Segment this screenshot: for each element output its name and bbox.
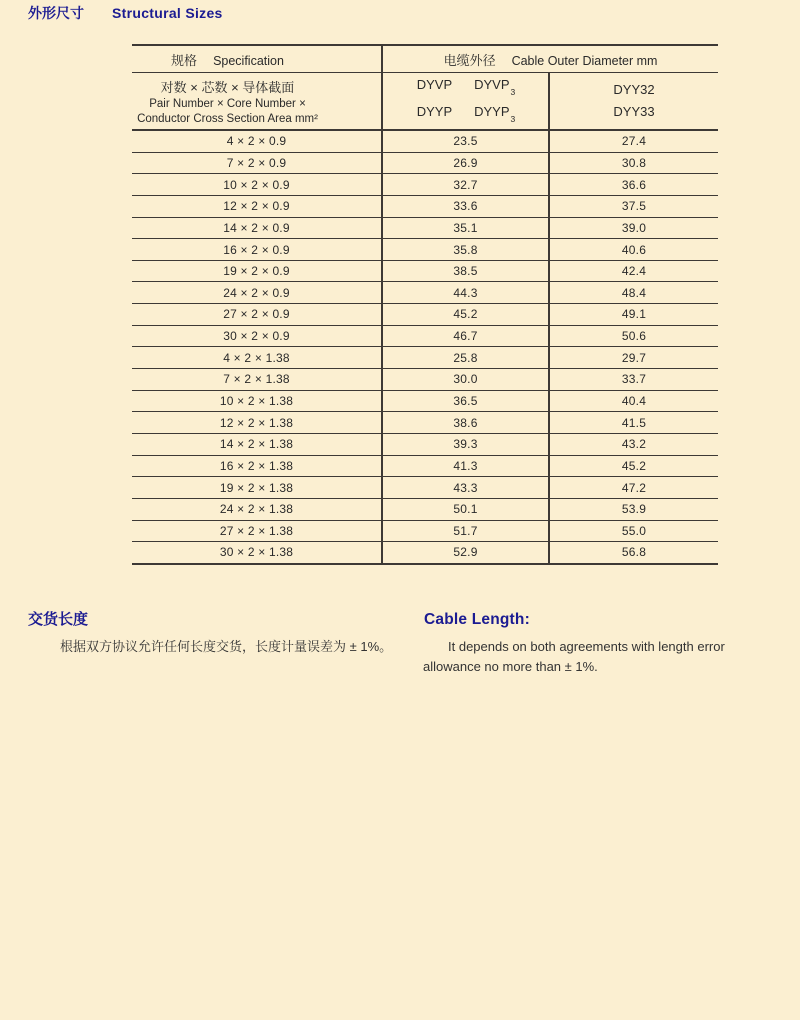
spec-cell: 12 × 2 × 1.38	[132, 412, 382, 434]
spec-cell: 19 × 2 × 0.9	[132, 260, 382, 282]
table-row	[132, 130, 718, 152]
spec-cell: 30 × 2 × 0.9	[132, 325, 382, 347]
spec-cell: 14 × 2 × 0.9	[132, 217, 382, 239]
model-group-right-cell	[549, 73, 718, 131]
diameter-header-zh: 电缆外径	[443, 52, 496, 68]
dyvp-diameter-cell: 46.7	[382, 325, 549, 347]
table-row	[132, 325, 718, 347]
dyvp-diameter-cell: 43.3	[382, 477, 549, 499]
table-row	[132, 260, 718, 282]
spec-cell: 7 × 2 × 1.38	[132, 369, 382, 391]
dyvp-diameter-cell: 26.9	[382, 152, 549, 174]
spec-cell: 16 × 2 × 0.9	[132, 239, 382, 261]
cable-length-heading-zh: 交货长度	[28, 611, 89, 628]
spec-cell: 30 × 2 × 1.38	[132, 542, 382, 564]
table-row	[132, 412, 718, 434]
spec-cell: 24 × 2 × 1.38	[132, 498, 382, 520]
dyy-diameter-cell: 40.4	[549, 390, 718, 412]
dyy-diameter-cell: 36.6	[549, 174, 718, 196]
spec-header-en: Specification	[213, 53, 284, 68]
table-header-row-2	[132, 73, 718, 131]
structural-sizes-table-container	[132, 44, 718, 565]
dyy-diameter-cell: 40.6	[549, 239, 718, 261]
dyvp-diameter-cell: 38.6	[382, 412, 549, 434]
dyy-diameter-cell: 43.2	[549, 433, 718, 455]
dyy-diameter-cell: 30.8	[549, 152, 718, 174]
subscript-3: 3	[510, 113, 516, 124]
dyvp-diameter-cell: 35.8	[382, 239, 549, 261]
spec-cell: 27 × 2 × 0.9	[132, 304, 382, 326]
table-row	[132, 455, 718, 477]
dyvp-diameter-cell: 36.5	[382, 390, 549, 412]
cable-length-heading-en: Cable Length:	[424, 611, 530, 628]
dyvp-diameter-cell: 25.8	[382, 347, 549, 369]
table-row	[132, 282, 718, 304]
diameter-header-en: Cable Outer Diameter mm	[511, 53, 658, 68]
spec-cell: 4 × 2 × 0.9	[132, 130, 382, 152]
dyy-diameter-cell: 53.9	[549, 498, 718, 520]
spec-cell: 14 × 2 × 1.38	[132, 433, 382, 455]
dyvp-diameter-cell: 45.2	[382, 304, 549, 326]
spec-subheader-en-line1: Pair Number × Core Number ×	[149, 97, 306, 110]
dyy-diameter-cell: 49.1	[549, 304, 718, 326]
table-row	[132, 498, 718, 520]
dyy-diameter-cell: 56.8	[549, 542, 718, 564]
subscript-3: 3	[510, 87, 516, 97]
spec-cell: 24 × 2 × 0.9	[132, 282, 382, 304]
spec-header-cell	[132, 45, 382, 73]
model-line-dyy32: DYY32	[613, 82, 655, 97]
dyy-diameter-cell: 37.5	[549, 195, 718, 217]
table-row	[132, 174, 718, 196]
spec-cell: 4 × 2 × 1.38	[132, 347, 382, 369]
dyvp-diameter-cell: 35.1	[382, 217, 549, 239]
dyy-diameter-cell: 47.2	[549, 477, 718, 499]
table-row	[132, 195, 718, 217]
table-row	[132, 433, 718, 455]
table-row	[132, 152, 718, 174]
dyvp-diameter-cell: 50.1	[382, 498, 549, 520]
table-row	[132, 520, 718, 542]
spec-cell: 19 × 2 × 1.38	[132, 477, 382, 499]
spec-cell: 27 × 2 × 1.38	[132, 520, 382, 542]
dyvp-diameter-cell: 44.3	[382, 282, 549, 304]
dyy-diameter-cell: 45.2	[549, 455, 718, 477]
model-line-dyy33: DYY33	[613, 104, 655, 119]
dyvp-diameter-cell: 30.0	[382, 369, 549, 391]
table-row	[132, 369, 718, 391]
spec-subheader-cell	[132, 73, 382, 131]
model-line-dyvp: DYVP $DYVP_3$	[416, 77, 516, 97]
cable-length-body-zh: 根据双方协议允许任何长度交货，长度计量误差为 ± 1%。	[60, 639, 393, 654]
dyvp-diameter-cell: 51.7	[382, 520, 549, 542]
table-row	[132, 477, 718, 499]
table-row	[132, 239, 718, 261]
model-group-left-cell	[382, 73, 549, 131]
spec-header-zh: 规格	[171, 52, 198, 68]
table-header-row-1	[132, 45, 718, 73]
dyy-diameter-cell: 33.7	[549, 369, 718, 391]
spec-subheader-en-line2: Conductor Cross Section Area mm²	[137, 112, 318, 125]
diameter-header-cell	[382, 45, 718, 73]
table-row	[132, 390, 718, 412]
dyy-diameter-cell: 27.4	[549, 130, 718, 152]
table-row	[132, 347, 718, 369]
spec-cell: 7 × 2 × 0.9	[132, 152, 382, 174]
cable-length-body-en: It depends on both agreements with length error allowance no more than ± 1%.	[423, 639, 725, 674]
dyy-diameter-cell: 39.0	[549, 217, 718, 239]
page-title	[28, 3, 223, 23]
dyy-diameter-cell: 50.6	[549, 325, 718, 347]
dyvp-diameter-cell: 32.7	[382, 174, 549, 196]
table-row	[132, 304, 718, 326]
dyvp-diameter-cell: 52.9	[382, 542, 549, 564]
page-title-zh: 外形尺寸	[28, 5, 84, 21]
spec-cell: 16 × 2 × 1.38	[132, 455, 382, 477]
dyvp-diameter-cell: 39.3	[382, 433, 549, 455]
spec-subheader-zh: 对数 × 芯数 × 导体截面	[160, 79, 295, 95]
table-row	[132, 542, 718, 564]
dyy-diameter-cell: 48.4	[549, 282, 718, 304]
table-body	[132, 130, 718, 564]
dyvp-diameter-cell: 38.5	[382, 260, 549, 282]
dyvp-diameter-cell: 41.3	[382, 455, 549, 477]
spec-cell: 10 × 2 × 0.9	[132, 174, 382, 196]
spec-cell: 12 × 2 × 0.9	[132, 195, 382, 217]
dyy-diameter-cell: 29.7	[549, 347, 718, 369]
spec-cell: 10 × 2 × 1.38	[132, 390, 382, 412]
table-row	[132, 217, 718, 239]
model-line-dyyp: DYYP $DYYP_3$	[416, 104, 516, 124]
dyvp-diameter-cell: 23.5	[382, 130, 549, 152]
page-title-en: Structural Sizes	[112, 5, 223, 21]
dyvp-diameter-cell: 33.6	[382, 195, 549, 217]
dyy-diameter-cell: 55.0	[549, 520, 718, 542]
dyy-diameter-cell: 42.4	[549, 260, 718, 282]
dyy-diameter-cell: 41.5	[549, 412, 718, 434]
structural-sizes-table	[132, 44, 718, 565]
